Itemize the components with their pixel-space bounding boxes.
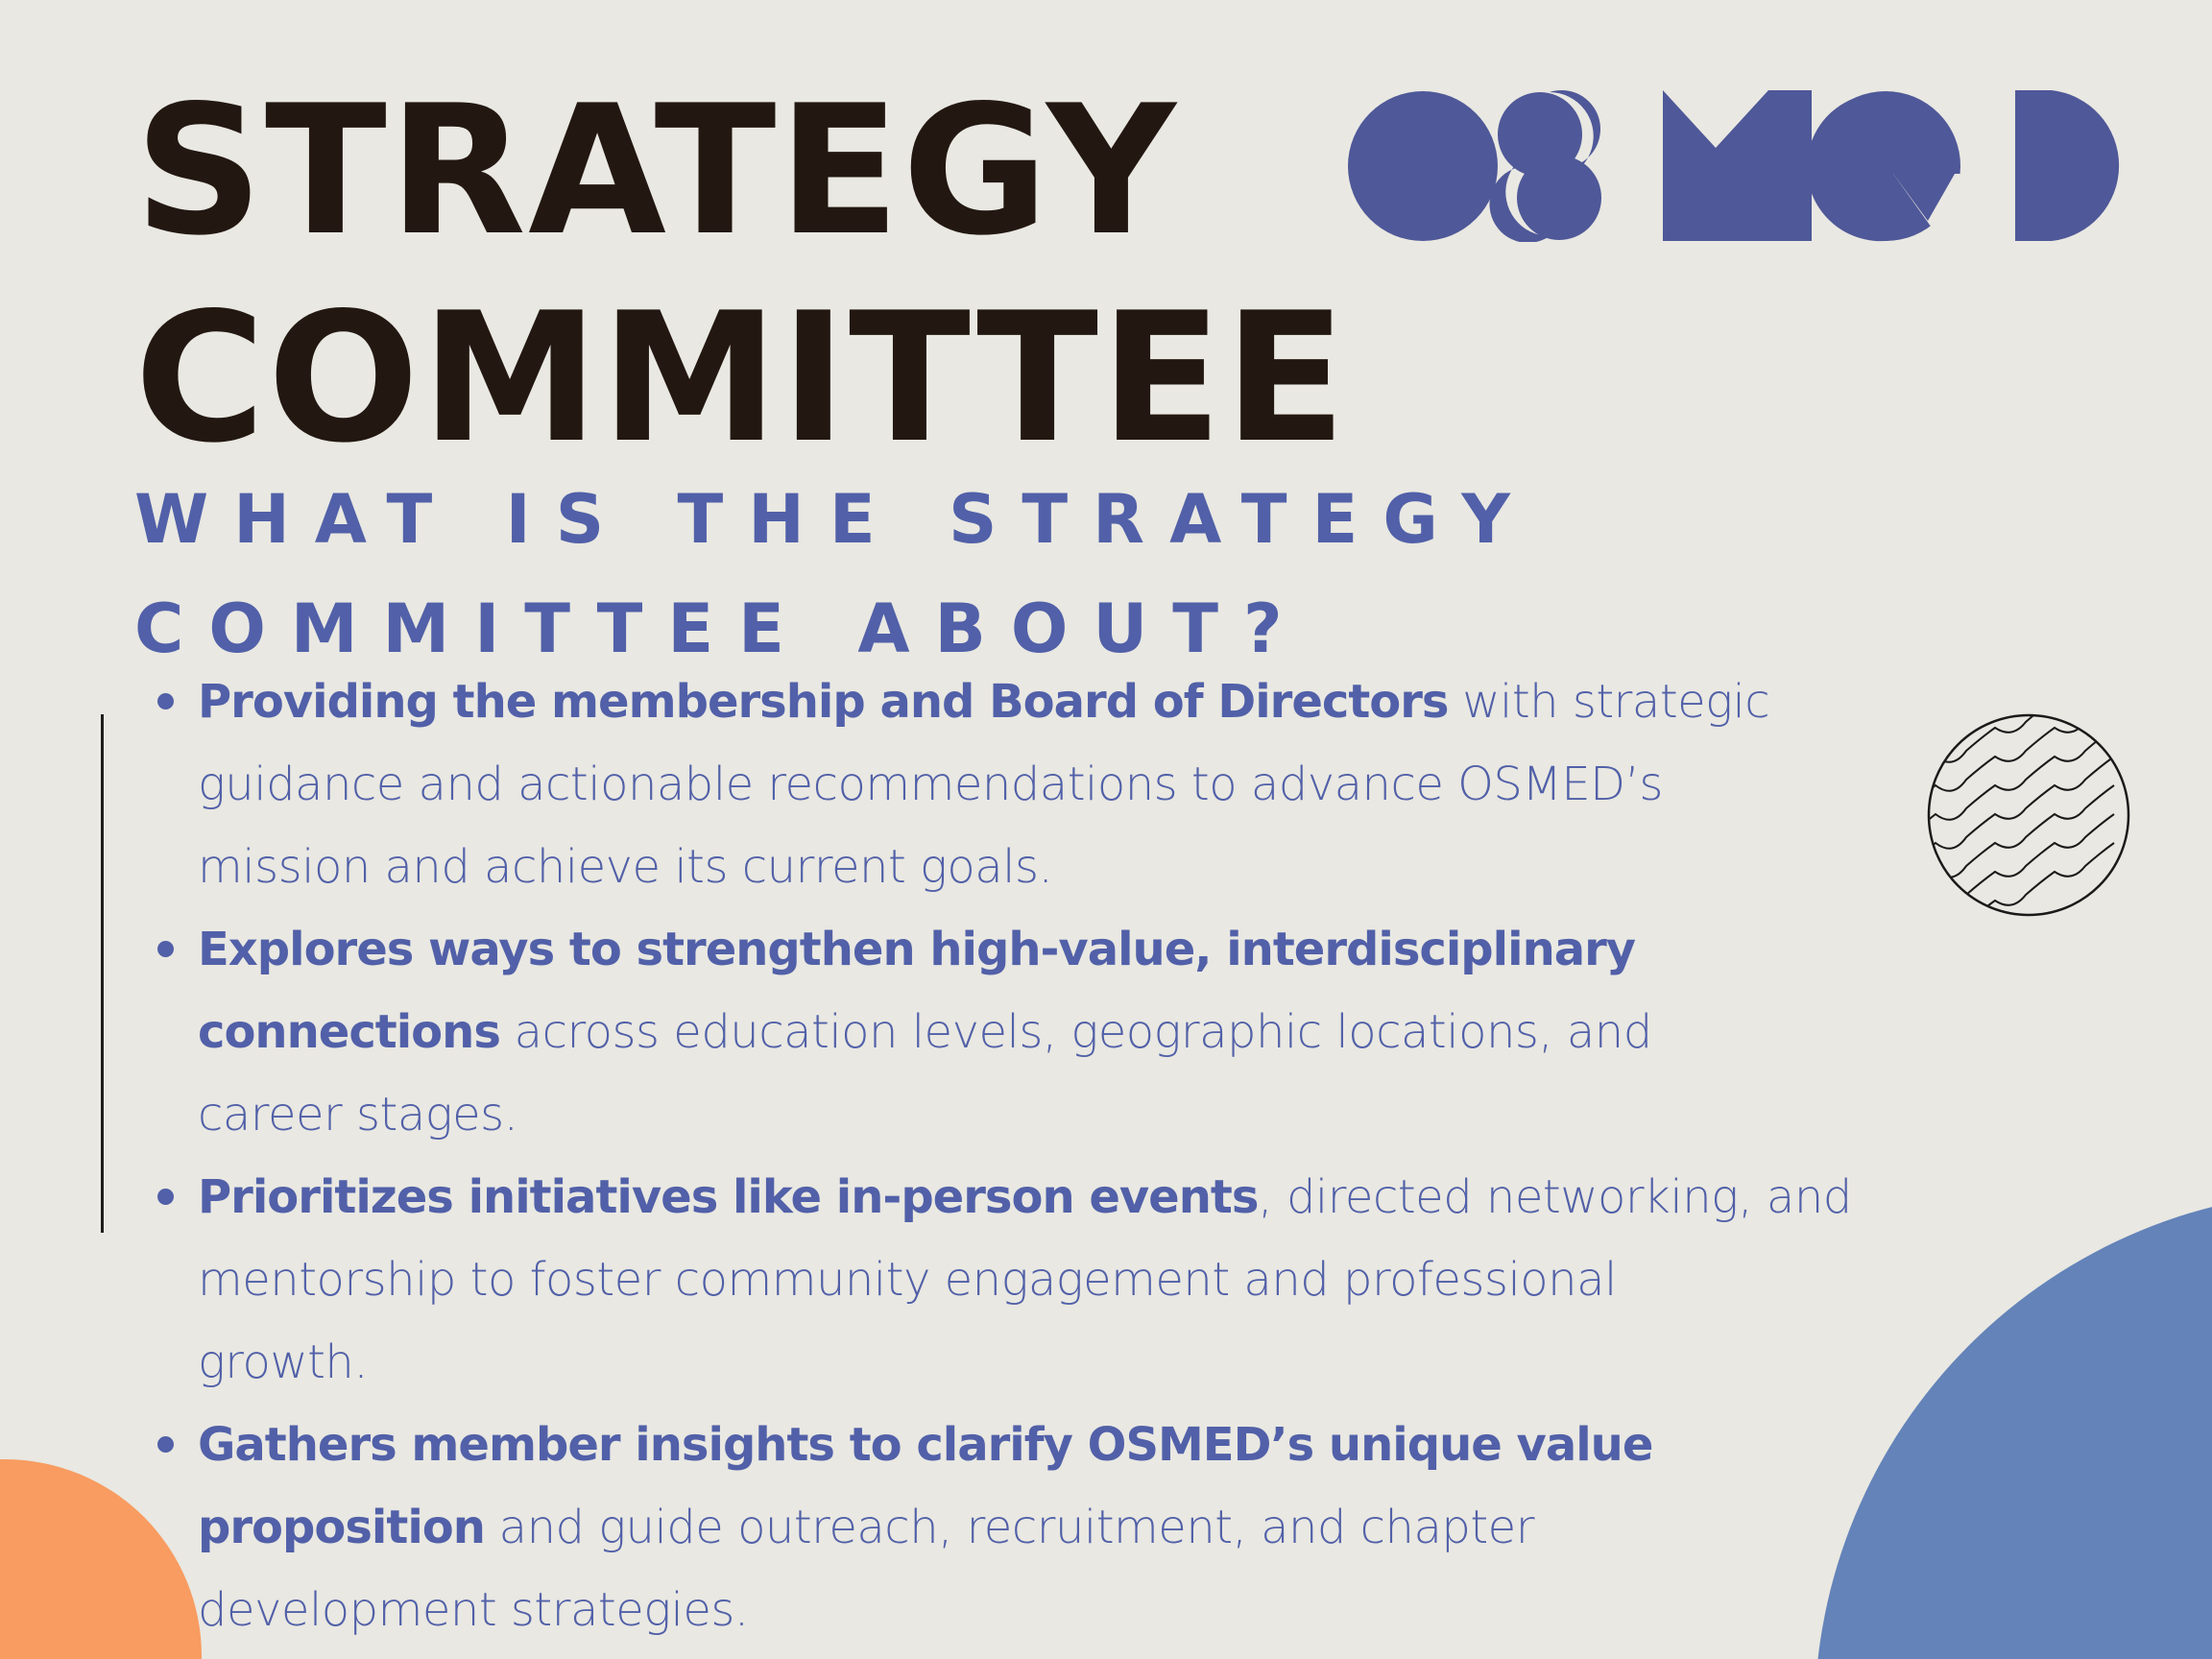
vertical-divider (101, 714, 104, 1233)
bullet-dot-icon (157, 693, 174, 709)
title-line-2: COMMITTEE (134, 274, 1349, 482)
bullet-4-line-1 (198, 1404, 1901, 1486)
bullet-item-1 (154, 661, 1901, 908)
bullet-dot-icon (157, 1189, 174, 1205)
bullet-dot-icon (157, 941, 174, 957)
osmed-logo-icon (1348, 90, 2128, 242)
bullet-2-bold-2: connections (198, 1005, 500, 1059)
bullet-2-bold: Explores ways to strengthen high-value, interdisciplinary (198, 923, 1636, 976)
bullet-2-line-3: career stages. (198, 1088, 518, 1142)
bullet-item-2 (154, 908, 1901, 1156)
page-title (134, 67, 1348, 482)
bullet-2-line-1 (198, 908, 1901, 991)
bullet-3-bold: Prioritizes initiatives like in-person events (198, 1170, 1259, 1224)
bullet-1-rest: with strategic (1448, 675, 1770, 729)
section-heading-line-2: COMMITTEE ABOUT? (134, 589, 1308, 668)
bullet-4-rest: and guide outreach, recruitment, and chapter (484, 1501, 1534, 1554)
bullet-3-line-1 (198, 1156, 1901, 1238)
bullet-item-3 (154, 1156, 1901, 1404)
bullet-1-line-3: mission and achieve its current goals. (198, 840, 1053, 894)
bullet-item-4 (154, 1404, 1901, 1651)
bullet-2-rest: across education levels, geographic locations, and (499, 1005, 1652, 1059)
bullet-2-line-2 (198, 991, 1901, 1073)
bullet-1-line-1 (198, 661, 1901, 743)
bullet-4-line-2 (198, 1486, 1901, 1569)
bullet-3-rest: , directed networking, and (1258, 1170, 1852, 1224)
wavy-lines-circle-icon (1926, 712, 2131, 918)
title-line-1: STRATEGY (134, 66, 1178, 275)
bullet-dot-icon (157, 1436, 174, 1453)
section-heading (134, 465, 1535, 684)
section-heading-line-1: WHAT IS THE STRATEGY (134, 480, 1535, 559)
bullet-4-bold: Gathers member insights to clarify OSMED’s unique value (198, 1418, 1653, 1472)
bullet-4-line-3: development strategies. (198, 1583, 749, 1637)
bullet-3-line-2: mentorship to foster community engagement and professional (198, 1253, 1617, 1307)
bullet-3-line-3: growth. (198, 1335, 369, 1389)
bullet-1-bold: Providing the membership and Board of Directors (198, 675, 1449, 729)
bullet-4-bold-2: proposition (198, 1501, 485, 1554)
bullet-list (154, 661, 1901, 1651)
bullet-1-line-2: guidance and actionable recommendations to advance OSMED’s (198, 757, 1663, 811)
